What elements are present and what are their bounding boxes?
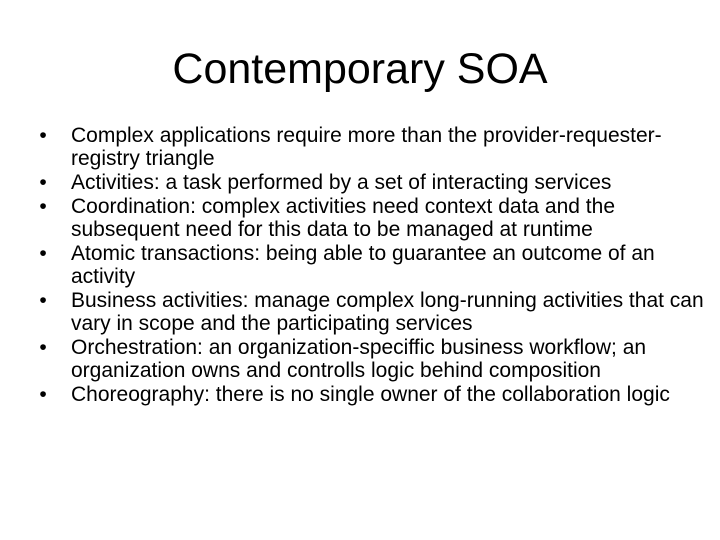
bullet-text: Atomic transactions: being able to guarantee an outcome of an activity — [71, 242, 655, 288]
bullet-item-business-activities — [36, 289, 712, 335]
bullet-point-icon: • — [39, 242, 47, 265]
bullet-text: Complex applications require more than the provider-requester-registry triangle — [71, 124, 662, 170]
bullet-text: Activities: a task performed by a set of interacting services — [71, 171, 612, 194]
slide-title: Contemporary SOA — [172, 45, 548, 93]
bullet-item-activities — [36, 171, 712, 194]
bullet-point-icon: • — [39, 289, 47, 312]
bullet-text: Business activities: manage complex long-running activities that can vary in scope and the participating services — [71, 289, 704, 335]
bullet-item-complex-applications — [36, 124, 712, 170]
bullet-point-icon: • — [39, 336, 47, 359]
bullet-item-choreography — [36, 383, 712, 406]
bullet-list — [36, 124, 712, 407]
bullet-item-atomic-transactions — [36, 242, 712, 288]
bullet-point-icon: • — [39, 124, 47, 147]
bullet-point-icon: • — [39, 171, 47, 194]
bullet-text: Choreography: there is no single owner of the collaboration logic — [71, 383, 670, 406]
bullet-text: Coordination: complex activities need context data and the subsequent need for this data to be managed at runtime — [71, 195, 616, 241]
bullet-point-icon: • — [39, 383, 47, 406]
bullet-item-orchestration — [36, 336, 712, 382]
bullet-point-icon: • — [39, 195, 47, 218]
bullet-item-coordination — [36, 195, 712, 241]
bullet-text: Orchestration: an organization-speciffic business workflow; an organization owns and controlls logic behind composition — [71, 336, 647, 382]
